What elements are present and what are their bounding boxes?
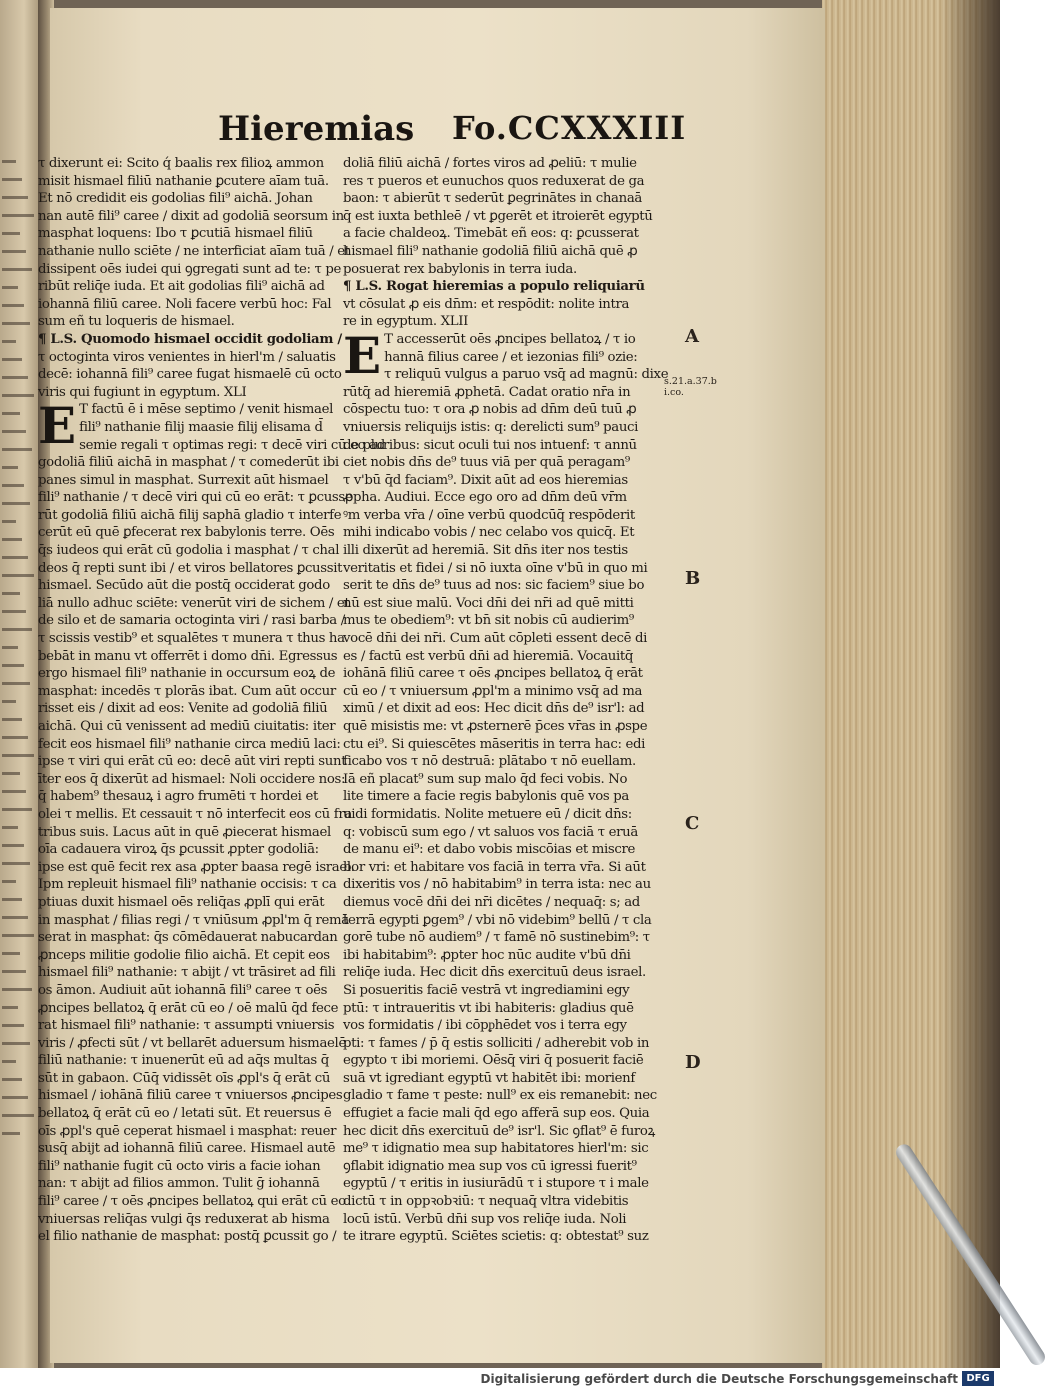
text-line: ctu ei⁹. Si quiescētes māseritis in terra hac: edi xyxy=(343,736,646,752)
facing-page-text-fragment xyxy=(2,1042,30,1045)
text-line: ipse τ viri qui erāt cū eo: decē aūt viri repti sunt xyxy=(38,754,347,770)
facing-page-text-fragment xyxy=(2,250,26,253)
text-line: olei τ mellis. Et cessauit τ nō interfecit eos cū fra xyxy=(38,806,352,822)
text-line: cōspectu tuo: τ ora ꝓ nobis ad dn̄m deū tuū ꝓ xyxy=(343,402,637,418)
facing-page-text-fragment xyxy=(2,520,16,523)
facing-page-text-fragment xyxy=(2,700,16,703)
text-line: fecit eos hismael fili⁹ nathanie circa mediū laci: xyxy=(38,736,341,752)
facing-page-text-fragment xyxy=(2,880,16,883)
text-line: dixeritis vos / nō habitabim⁹ in terra ista: nec au xyxy=(343,877,651,893)
facing-page-text-fragment xyxy=(2,1096,28,1099)
text-line: doliā filiū aichā / fortes viros ad ꝓeliū: τ mulie xyxy=(343,156,637,171)
text-line: īter eos q̄ dixerūt ad hismael: Noli occidere nos: xyxy=(38,771,346,787)
facing-page-text-fragment xyxy=(2,1060,16,1063)
text-line: uidi formidatis. Nolite metuere eū / dicit dn̄s: xyxy=(343,806,632,822)
facing-page-text-fragment xyxy=(2,196,28,199)
text-line: oīa cadauera viroꝝ q̄s ꝑcussit ꝓpter godoliā: xyxy=(38,842,319,858)
funding-credit: Digitalisierung gefördert durch die Deutsche Forschungsgemeinschaft xyxy=(480,1372,958,1386)
text-line: sūt in gabaon. Cūq̄ vidissēt oīs ꝓpl's q̄ erāt cū xyxy=(38,1070,331,1086)
text-line: rūt godoliā filiū aichā filij saphā gladio τ interfe xyxy=(38,507,342,523)
text-line: fili⁹ nathanie / τ decē viri qui cū eo erāt: τ ꝑcusse xyxy=(38,490,353,506)
facing-page-text-fragment xyxy=(2,484,24,487)
text-line: q: vobiscū sum ego / vt saluos vos faciā τ eruā xyxy=(343,824,638,840)
text-line: vos formidatis / ibi cōpᵱhēdet vos i terra egy xyxy=(343,1018,627,1034)
text-line: tribus suis. Lacus aūt in quē ꝓiecerat hismael xyxy=(38,824,331,840)
facing-page-text-fragment xyxy=(2,790,26,793)
facing-page-fragment xyxy=(0,0,40,1368)
facing-page-text-fragment xyxy=(2,358,22,361)
text-line: ximū / et dixit ad eos: Hec dicit dn̄s de⁹ isr'l: ad xyxy=(343,701,645,717)
text-line: hec dicit dn̄s exercituū de⁹ isr'l. Sic ꝯflat⁹ ē furoꝝ xyxy=(343,1123,655,1139)
facing-page-text-fragment xyxy=(2,376,28,379)
footer-bar xyxy=(0,1368,1000,1390)
facing-page-text-fragment xyxy=(2,808,32,811)
facing-page-text-fragment xyxy=(2,502,30,505)
page-edges-shadow xyxy=(940,0,1000,1368)
text-line: terrā egypti ꝑgem⁹ / vbi nō videbim⁹ bellū / τ cla xyxy=(343,912,652,928)
text-line: masphat loquens: Ibo τ ꝑcutiā hismael filiū xyxy=(38,226,313,242)
facing-page-text-fragment xyxy=(2,754,34,757)
margin-letter-a: A xyxy=(685,326,699,347)
text-line: ¶ L.S. Rogat hieremias a populo reliquiarū xyxy=(343,279,645,295)
text-line: bebāt in manu vt offerrēt i domo dn̄i. Egressus xyxy=(38,648,338,664)
text-line: ꝓnceps militie godolie filio aichā. Et cepit eos xyxy=(38,947,330,963)
text-line: vt cōsulat ꝓ eis dn̄m: et respōdit: nolite intra xyxy=(343,296,630,312)
text-line: veritatis et fidei / si nō iuxta oīne v'bū in quo mi xyxy=(343,560,648,576)
text-line: bor vri: et habitare vos faciā in terra vr̄a. Si aūt xyxy=(343,859,646,875)
margin-reference: s.21.a.37.b i.co. xyxy=(664,376,717,398)
text-line: de silo et de samaria octoginta viri / rasi barba / xyxy=(38,613,345,629)
facing-page-text-fragment xyxy=(2,430,26,433)
text-line: Et nō credidit eis godolias fili⁹ aichā. Johan xyxy=(38,191,313,207)
text-line: decē: iohannā fili⁹ caree fugat hismaelē cū octo xyxy=(38,367,342,383)
text-line: risset eis / dixit ad eos: Venite ad godoliā filiū xyxy=(38,701,328,717)
text-line: aichā. Qui cū venissent ad mediū ciuitatis: iter xyxy=(38,719,336,734)
text-line: bellatoꝝ q̄ erāt cū eo / letati sūt. Et reuersus ē xyxy=(38,1106,332,1122)
facing-page-text-fragment xyxy=(2,1114,34,1117)
facing-page-text-fragment xyxy=(2,772,20,775)
text-line: lite timere a facie regis babylonis quē vos pa xyxy=(343,789,629,805)
text-line: hismael / iohānā filiū caree τ vniuersos ꝓncipes xyxy=(38,1088,343,1104)
facing-page-text-fragment xyxy=(2,934,34,937)
text-line: misit hismael filiū nathanie ꝑcutere aīam tuā. xyxy=(38,173,329,189)
facing-page-text-fragment xyxy=(2,646,18,649)
text-line: viris qui fugiunt in egyptum. XLI xyxy=(38,384,247,400)
text-line: pti: τ fames / p̄ q̄ estis solliciti / adherebit vob in xyxy=(343,1035,650,1051)
facing-page-text-fragment xyxy=(2,1078,22,1081)
text-line: ciet nobis dn̄s de⁹ tuus viā per quā peragam⁹ xyxy=(343,455,630,471)
facing-page-text-fragment xyxy=(2,178,22,181)
text-line: res τ pueros et eunuchos quos reduxerat de ga xyxy=(343,173,645,189)
text-line: ¶ L.S. Quomodo hismael occidit godoliam / xyxy=(38,331,342,347)
text-line: serat in masphat: q̄s cōmēdauerat nabucardan xyxy=(38,930,338,946)
text-line: suā vt igrediant egyptū vt habitēt ibi: morienf xyxy=(343,1070,635,1086)
text-line: illi dixerūt ad heremiā. Sit dn̄s iter nos testis xyxy=(343,543,628,559)
facing-page-text-fragment xyxy=(2,610,26,613)
text-line: q̄s iudeos qui erāt cū godolia i masphat / τ chal xyxy=(38,543,340,559)
text-line: quē misistis me: vt ꝓsternerē p̄ces vr̄as in ꝓspe xyxy=(343,719,648,734)
facing-page-text-fragment xyxy=(2,592,20,595)
text-line: de manu ei⁹: et dabo vobis miscōias et miscre xyxy=(343,842,636,858)
facing-page-text-fragment xyxy=(2,538,22,541)
text-line: fili⁹ nathanie filij maasie filij elisama d̄ xyxy=(79,419,323,435)
text-line: godoliā filiū aichā in masphat / τ comederūt ibi xyxy=(38,455,339,471)
text-line: ꝓpha. Audiui. Ecce ego oro ad dn̄m deū vr̄m xyxy=(343,490,627,506)
facing-page-text-fragment xyxy=(2,394,34,397)
text-line: filiū nathanie: τ inuenerūt eū ad aq̄s multas q̄ xyxy=(38,1053,329,1069)
facing-page-text-fragment xyxy=(2,322,30,325)
facing-page-text-fragment xyxy=(2,304,24,307)
text-line: ipse est quē fecit rex asa ꝓpter baasa regē israel. xyxy=(38,859,355,875)
text-line: es / factū est verbū dn̄i ad hieremiā. Vocauitq̄ xyxy=(343,648,634,664)
text-line: ribūt reliq̄e iuda. Et ait godolias fili⁹ aichā ad xyxy=(38,279,325,295)
text-line: gorē tube nō audiem⁹ / τ famē nō sustinebim⁹: τ xyxy=(343,930,650,946)
text-line: masphat: incedēs τ plorās ibat. Cum aūt occur xyxy=(38,683,336,699)
book-title: Hieremias xyxy=(218,109,415,149)
text-line: q̄ habem⁹ thesauꝝ i agro frumēti τ hordei et xyxy=(38,789,318,805)
text-line: vocē dn̄i dei nr̄i. Cum aūt cōpleti essent decē di xyxy=(343,631,648,647)
text-line: τ dixerunt ei: Scito q́ baalis rex filioꝝ ammon xyxy=(38,156,324,171)
facing-page-text-fragment xyxy=(2,826,18,829)
text-line: ꝯflabit idignatio mea sup vos cū igressi fuerit⁹ xyxy=(343,1158,637,1174)
facing-page-text-fragment xyxy=(2,268,32,271)
text-line: cū eo / τ vniuersum ꝓpl'm a minimo vsq̄ ad ma xyxy=(343,683,643,699)
facing-page-text-fragment xyxy=(2,736,28,739)
text-line: fili⁹ caree / τ oēs ꝓncipes bellatoꝝ qui erāt cū eo xyxy=(38,1194,346,1210)
facing-page-text-fragment xyxy=(2,412,20,415)
text-line: susq̄ abijt ad iohannā filiū caree. Hismael autē xyxy=(38,1141,336,1157)
text-line: egypto τ ibi moriemi. Oēsq̄ viri q̄ posuerit faciē xyxy=(343,1053,644,1069)
text-line: reliq̄e iuda. Hec dicit dn̄s exercituū deus israel. xyxy=(343,965,646,981)
facing-page-text-fragment xyxy=(2,970,26,973)
text-line: el filio nathanie de masphat: postq̄ ꝑcussit go / xyxy=(38,1229,337,1245)
text-line: τ scissis vestib⁹ et squalētes τ munera τ thus ha xyxy=(38,631,345,647)
facing-page-text-fragment xyxy=(2,160,16,163)
margin-letter-d: D xyxy=(685,1052,701,1073)
text-line: sum eñ tu loqueris de hismael. xyxy=(38,314,235,330)
text-line: rat hismael fili⁹ nathanie: τ assumpti vniuersis xyxy=(38,1018,335,1034)
text-line: vniuersis reliquijs istis: q: derelicti sum⁹ pauci xyxy=(343,419,639,435)
dfg-logo: DFG xyxy=(962,1371,994,1386)
facing-page-text-fragment xyxy=(2,556,28,559)
facing-page-text-fragment xyxy=(2,286,18,289)
text-line: de pluribus: sicut oculi tui nos intuenf: τ annū xyxy=(343,437,637,453)
text-line: rūtq̄ ad hieremiā ꝓphetā. Cadat oratio nr̄a in xyxy=(343,384,631,400)
text-line: locū istū. Verbū dn̄i sup vos reliq̄e iuda. Noli xyxy=(343,1211,627,1227)
text-line: nathanie nullo sciēte / ne interficiat aīam tuā / et xyxy=(38,243,350,259)
facing-page-text-fragment xyxy=(2,682,30,685)
text-line: panes simul in masphat. Surrexit aūt hismael xyxy=(38,472,329,488)
text-line: nan: τ abijt ad filios ammon. Tulit ḡ iohannā xyxy=(38,1176,320,1192)
facing-page-text-fragment xyxy=(2,574,34,577)
text-line: τ reliquū vulgus a paruo vsq̄ ad magnū: dixe xyxy=(384,367,669,383)
text-line: hismael fili⁹ nathanie: τ abijt / vt trāsiret ad fili xyxy=(38,965,336,981)
facing-page-text-fragment xyxy=(2,862,30,865)
facing-page-text-fragment xyxy=(2,1132,20,1135)
text-line: dictū τ in oppꝛobꝛiū: τ nequaq̄ vltra videbitis xyxy=(343,1194,629,1210)
text-line: τ v'bū q̄d faciam⁹. Dixit aūt ad eos hieremias xyxy=(343,472,628,488)
text-line: Si posueritis faciē vestrā vt ingrediamini egy xyxy=(343,982,630,998)
text-line: diemus vocē dn̄i dei nr̄i dicētes / nequaq̄: s; ad xyxy=(343,894,640,910)
text-line: deos q̄ repti sunt ibi / et viros bellatores ꝑcussit xyxy=(38,560,343,576)
text-line: te itrare egyptū. Sciētes scietis: q: obtestat⁹ suz xyxy=(343,1229,649,1245)
text-line: ptū: τ intraueritis vt ibi habiteris: gladius quē xyxy=(343,1000,634,1016)
running-header xyxy=(170,103,687,153)
facing-page-text-fragment xyxy=(2,466,18,469)
text-line: liā nullo adhuc sciēte: venerūt viri de sichem / et xyxy=(38,595,350,611)
text-line: semie regali τ optimas regi: τ decē viri cū eo ad xyxy=(79,437,385,453)
text-line: ꝰm verba vr̄a / oīne verbū quodcūq̄ respōderit xyxy=(343,507,635,523)
text-line: T factū ē i mēse septimo / venit hismael xyxy=(79,402,334,418)
text-line: nan autē fili⁹ caree / dixit ad godoliā seorsum in xyxy=(38,208,344,224)
text-line: ptiuas duxit hismael oēs reliq̄as ꝓplī qui erāt xyxy=(38,894,325,910)
facing-page-text-fragment xyxy=(2,448,32,451)
decorated-initial: E xyxy=(343,325,382,385)
facing-page-text-fragment xyxy=(2,988,32,991)
text-line: oīs ꝓpl's quē ceperat hismael i masphat: reuer xyxy=(38,1123,337,1139)
facing-page-text-fragment xyxy=(2,214,34,217)
facing-page-text-fragment xyxy=(2,1024,24,1027)
text-line: me⁹ τ idignatio mea sup habitatores hierl'm: sic xyxy=(343,1141,649,1157)
margin-letter-b: B xyxy=(685,568,701,589)
text-line: gladio τ fame τ peste: null⁹ ex eis remanebit: nec xyxy=(343,1088,657,1104)
text-line: vniuersas reliq̄as vulgi q̄s reduxerat ab hisma xyxy=(38,1211,330,1227)
text-line: mus te obediem⁹: vt bn̄ sit nobis cū audierim⁹ xyxy=(343,613,634,629)
text-line: ibi habitabim⁹: ꝓpter hoc nūc audite v'bū dn̄i xyxy=(343,947,631,963)
text-line: os āmon. Audiuit aūt iohannā fili⁹ caree τ oēs xyxy=(38,982,328,998)
text-line: effugiet a facie mali q̄d ego afferā sup eos. Quia xyxy=(343,1106,650,1122)
text-line: τ octoginta viros venientes in hierl'm / saluatis xyxy=(38,349,336,365)
facing-page-text-fragment xyxy=(2,628,32,631)
text-line: a facie chaldeoꝝ. Timebāt eñ eos: q: ꝑcusserat xyxy=(343,226,639,242)
decorated-initial: E xyxy=(38,396,77,456)
text-line: mihi indicabo vobis / nec celabo vos quicq̄. Et xyxy=(343,525,635,541)
text-line: cerūt eū quē ꝑfecerat rex babylonis terre. Oēs xyxy=(38,525,335,541)
text-line: baon: τ abierūt τ sederūt ꝑegrinātes in chanaā xyxy=(343,191,642,207)
facing-page-text-fragment xyxy=(2,664,24,667)
text-line: egyptū / τ eritis in iusiurādū τ i stupore τ i male xyxy=(343,1176,649,1192)
text-line: dissipent oēs iudei qui ꝯgregati sunt ad te: τ pe xyxy=(38,261,342,277)
text-line: posuerat rex babylonis in terra iuda. xyxy=(343,261,577,277)
facing-page-text-fragment xyxy=(2,232,20,235)
text-line: ficabo vos τ nō destruā: plātabo τ nō euellam. xyxy=(343,754,636,770)
text-line: ꝓncipes bellatoꝝ q̄ erāt cū eo / oē malū q̄d fece xyxy=(38,1000,339,1016)
text-line: in masphat / filias regi / τ vniūsum ꝓpl'm q̄ remā xyxy=(38,912,349,928)
facing-page-text-fragment xyxy=(2,844,24,847)
text-line: fili⁹ nathanie fugit cū octo viris a facie iohan xyxy=(38,1158,321,1174)
facing-page-text-fragment xyxy=(2,952,20,955)
left-text-column xyxy=(38,155,385,1246)
text-line: T accesserūt oēs ꝓncipes bellatoꝝ / τ io xyxy=(384,331,636,347)
text-line: hannā filius caree / et iezonias fili⁹ ozie: xyxy=(384,349,638,365)
text-line: q̄ est iuxta bethleē / vt ꝑgerēt et itroierēt egyptū xyxy=(343,208,653,224)
text-line: iohānā filiū caree τ oēs ꝓncipes bellatoꝝ q̄ erāt xyxy=(343,666,643,682)
text-line: hismael. Secūdo aūt die postq̄ occiderat godo xyxy=(38,578,330,594)
text-line: viris / ꝓfecti sūt / vt bellarēt aduersum hismaelē xyxy=(38,1035,346,1051)
text-line: Ipm repleuit hismael fili⁹ nathanie occisis: τ ca xyxy=(38,877,337,893)
facing-page-text-fragment xyxy=(2,916,28,919)
facing-page-text-fragment xyxy=(2,1006,18,1009)
facing-page-text-fragment xyxy=(2,718,22,721)
text-line: ergo hismael fili⁹ nathanie in occursum eoꝝ de xyxy=(38,666,336,682)
facing-page-text-fragment xyxy=(2,898,22,901)
text-line: serit te dn̄s de⁹ tuus ad nos: sic faciem⁹ siue bo xyxy=(343,578,645,594)
facing-page-text-fragment xyxy=(2,340,16,343)
text-line: Iā eñ placat⁹ sum sup malo q̄d feci vobis. No xyxy=(343,771,628,787)
text-line: re in egyptum. XLII xyxy=(343,314,469,330)
margin-letter-c: C xyxy=(685,813,700,834)
text-line: iohannā filiū caree. Noli facere verbū hoc: Fal xyxy=(38,296,332,312)
right-text-column xyxy=(343,155,669,1246)
folio-number: Fo.CCXXXIII xyxy=(452,109,687,147)
text-line: nū est siue malū. Voci dn̄i dei nr̄i ad quē mitti xyxy=(343,595,634,611)
text-line: hismael fili⁹ nathanie godoliā filiū aichā quē ꝓ xyxy=(343,243,638,259)
